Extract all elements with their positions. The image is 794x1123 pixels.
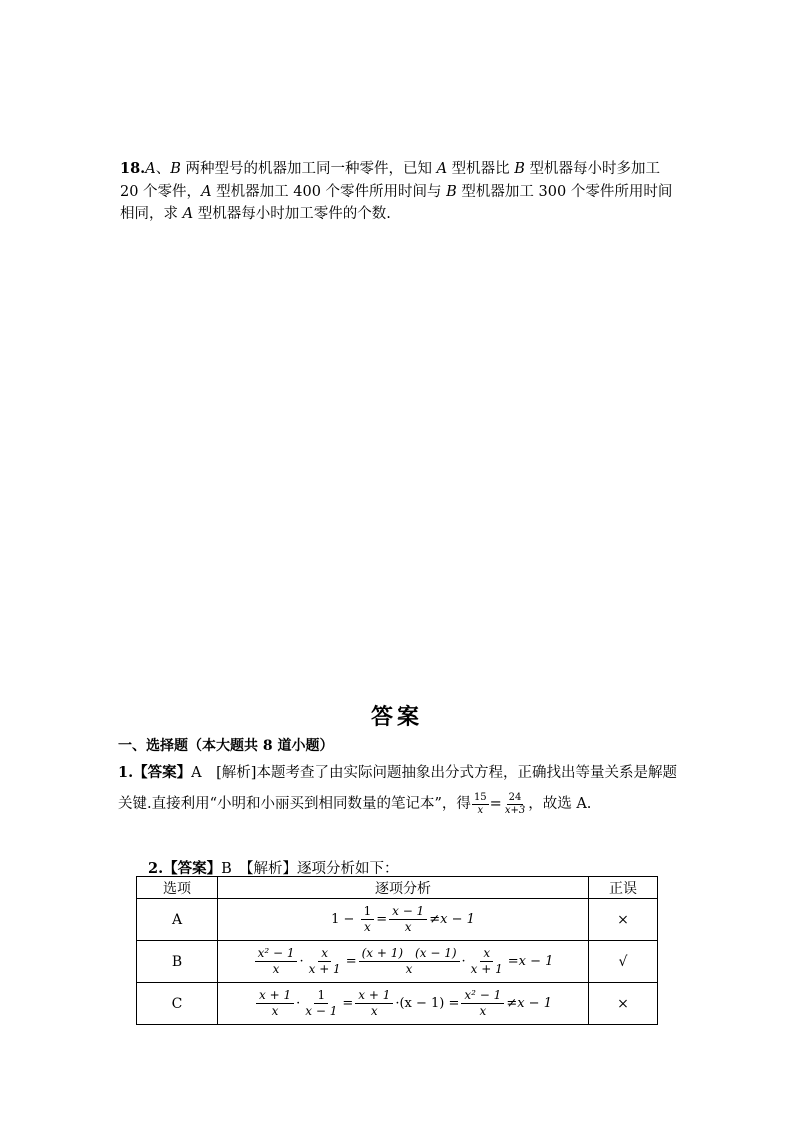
formula-cell: $\frac{\text{x² − 1}}{x}$ · $\frac{x}{x + 1}$ = $\frac{(x + 1) (x - 1)}{x}$ · $\frac{x}{x + 1}$ =x − 1	[218, 941, 589, 983]
q18-text: 型机器加工 400 个零件所用时间与	[211, 183, 447, 200]
q18-text: 型机器每小时加工零件的个数.	[193, 206, 391, 222]
verdict-cell: ×	[589, 983, 658, 1025]
answer-choice: A	[191, 765, 202, 781]
table-row	[137, 983, 658, 1025]
equals-sign: =	[489, 796, 502, 812]
q18-text: 型机器比	[447, 161, 515, 177]
fraction: $\frac{15}{x}$	[473, 791, 487, 816]
section-heading: 一、选择题（本大题共 8 道小题）	[118, 738, 334, 754]
q18-text: 型机器每小时多加工 20 个零件，	[120, 161, 661, 200]
q18-text: 、	[155, 161, 171, 177]
fraction: $\frac{24}{x+3}$	[504, 791, 526, 816]
analysis-table	[136, 876, 658, 1025]
header-cell: 选项	[137, 877, 218, 899]
var-b: B	[170, 161, 181, 177]
header-cell: 正误	[589, 877, 658, 899]
var-b: B	[514, 161, 525, 177]
analysis-tag: [解析]	[216, 765, 257, 781]
answer-2-heading	[148, 857, 399, 878]
answers-title: 答案	[370, 704, 423, 730]
answer-1	[118, 757, 678, 820]
table-row	[137, 899, 658, 941]
var-a: A	[145, 161, 156, 177]
var-a: A	[182, 206, 194, 222]
answer-number: 1.	[118, 764, 134, 781]
header-cell: 逐项分析	[218, 877, 589, 899]
table-header-row	[137, 877, 658, 899]
var-b: B	[446, 183, 457, 200]
q18-text: 两种型号的机器加工同一种零件，已知	[180, 161, 437, 177]
verdict-cell: ×	[589, 899, 658, 941]
verdict-cell: √	[589, 941, 658, 983]
option-cell: B	[137, 941, 218, 983]
answer-choice: B	[221, 861, 232, 877]
answer-tag: 【答案】	[163, 860, 222, 877]
option-cell: C	[137, 983, 218, 1025]
answer-tag: 【答案】	[133, 764, 192, 781]
option-cell: A	[137, 899, 218, 941]
question-number: 18.	[120, 160, 146, 177]
table-row	[137, 941, 658, 983]
analysis-tag: 【解析】	[246, 861, 298, 877]
question-18	[120, 158, 680, 226]
var-a: A	[201, 183, 212, 200]
formula-cell: 1 − $\frac{1}{x}$ = $\frac{x - 1}{x}$ ≠x − 1	[218, 899, 589, 941]
formula-cell: $\frac{x + 1}{x}$ · $\frac{1}{x - 1}$ = $\frac{x + 1}{x}$ ·(x − 1) = $\frac{\text{x² − 1}}{x}$ ≠x − 1	[218, 983, 589, 1025]
answer-number: 2.	[148, 860, 164, 877]
analysis-text: ，故选 A.	[528, 796, 592, 812]
analysis-text: 本题考查了由实际问题抽象出分式方程，正确找出等量关系是解题关键.直接利用“小明和小丽买到相同数量的笔记本”，得	[118, 765, 677, 812]
q18-text: 型机器加工 300 个零件所用时间相同，求	[120, 183, 673, 222]
var-a: A	[436, 161, 448, 177]
analysis-text: 逐项分析如下：	[297, 861, 399, 877]
